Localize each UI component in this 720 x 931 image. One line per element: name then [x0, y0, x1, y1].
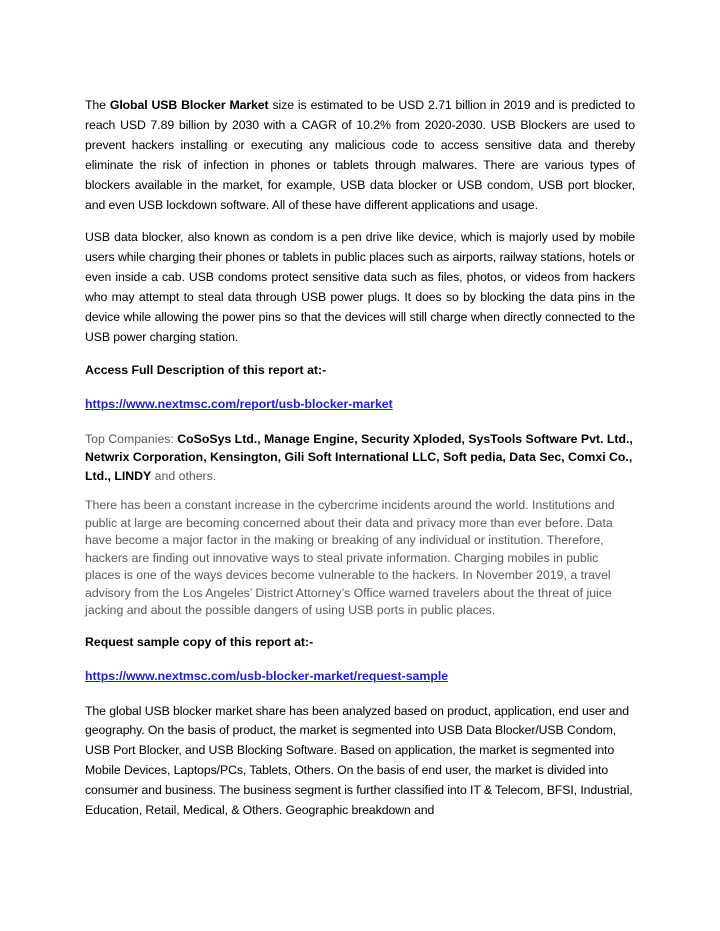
usb-data-blocker-paragraph: USB data blocker, also known as condom is a pen drive like device, which is majorly used by mobile users while charging their phones or tablets in public places such as airports, railway stations, hotels or even inside a cab. USB condoms protect sensitive data such as files, photos, or videos from hackers who may attempt to steal data through USB power plugs. It does so by blocking the data pins in the device while allowing the power pins so that the devices will still charge when directly connected to the USB power charging station.: [85, 230, 635, 344]
document-page: [85, 96, 635, 821]
top-companies-suffix: and others.: [151, 468, 217, 483]
report-link[interactable]: https://www.nextmsc.com/report/usb-blocker-market: [85, 396, 393, 411]
sample-link[interactable]: https://www.nextmsc.com/usb-blocker-market/request-sample: [85, 668, 449, 683]
report-link-line: [85, 394, 635, 415]
cybercrime-paragraph: There has been a constant increase in the cybercrime incidents around the world. Institutions and public at large are becoming concerned about their data and privacy more than ever before. Data have become a major factor in the making or breaking of any individual or institution. Therefore, hackers are finding out innovative ways to steal private information. Charging mobiles in public places is one of the ways devices become vulnerable to the hackers. In November 2019, a travel advisory from the Los Angeles’ District Attorney’s Office warned travelers about the threat of juice jacking and about the possible dangers of using USB ports in public places.: [85, 498, 615, 618]
request-sample-heading: Request sample copy of this report at:-: [85, 634, 314, 649]
intro-text: size is estimated to be USD 2.71 billion in 2019 and is predicted to reach USD 7.89 billion by 2030 with a CAGR of 10.2% from 2020-2030. USB Blockers are used to prevent hackers installing or executing any malicious code to access sensitive data and thereby eliminate the risk of infection in phones or tablets through malwares. There are various types of blockers available in the market, for example, USB data blocker or USB condom, USB port blocker, and even USB lockdown software. All of these have different applications and usage.: [85, 98, 635, 212]
segmentation-paragraph: The global USB blocker market share has been analyzed based on product, application, end user and geography. On the basis of product, the market is segmented into USB Data Blocker/USB Condom, USB Port Blocker, and USB Blocking Software. Based on application, the market is segmented into Mobile Devices, Laptops/PCs, Tablets, Others. On the basis of end user, the market is divided into consumer and business. The business segment is further classified into IT & Telecom, BFSI, Industrial, Education, Retail, Medical, & Others. Geographic breakdown and: [85, 703, 633, 818]
top-companies-label: Top Companies:: [85, 431, 178, 446]
top-companies-paragraph: [85, 430, 635, 486]
intro-lead: The: [85, 98, 110, 112]
access-description-heading: Access Full Description of this report at:-: [85, 362, 327, 377]
intro-paragraph: [85, 96, 635, 215]
market-title: Global USB Blocker Market: [109, 98, 269, 112]
sample-link-line: [85, 666, 635, 687]
top-companies-list: CoSoSys Ltd., Manage Engine, Security Xploded, SysTools Software Pvt. Ltd., Netwrix Corporation, Kensington, Gili Soft International LLC, Soft pedia, Data Sec, Comxi Co., Ltd., LINDY: [85, 431, 633, 483]
